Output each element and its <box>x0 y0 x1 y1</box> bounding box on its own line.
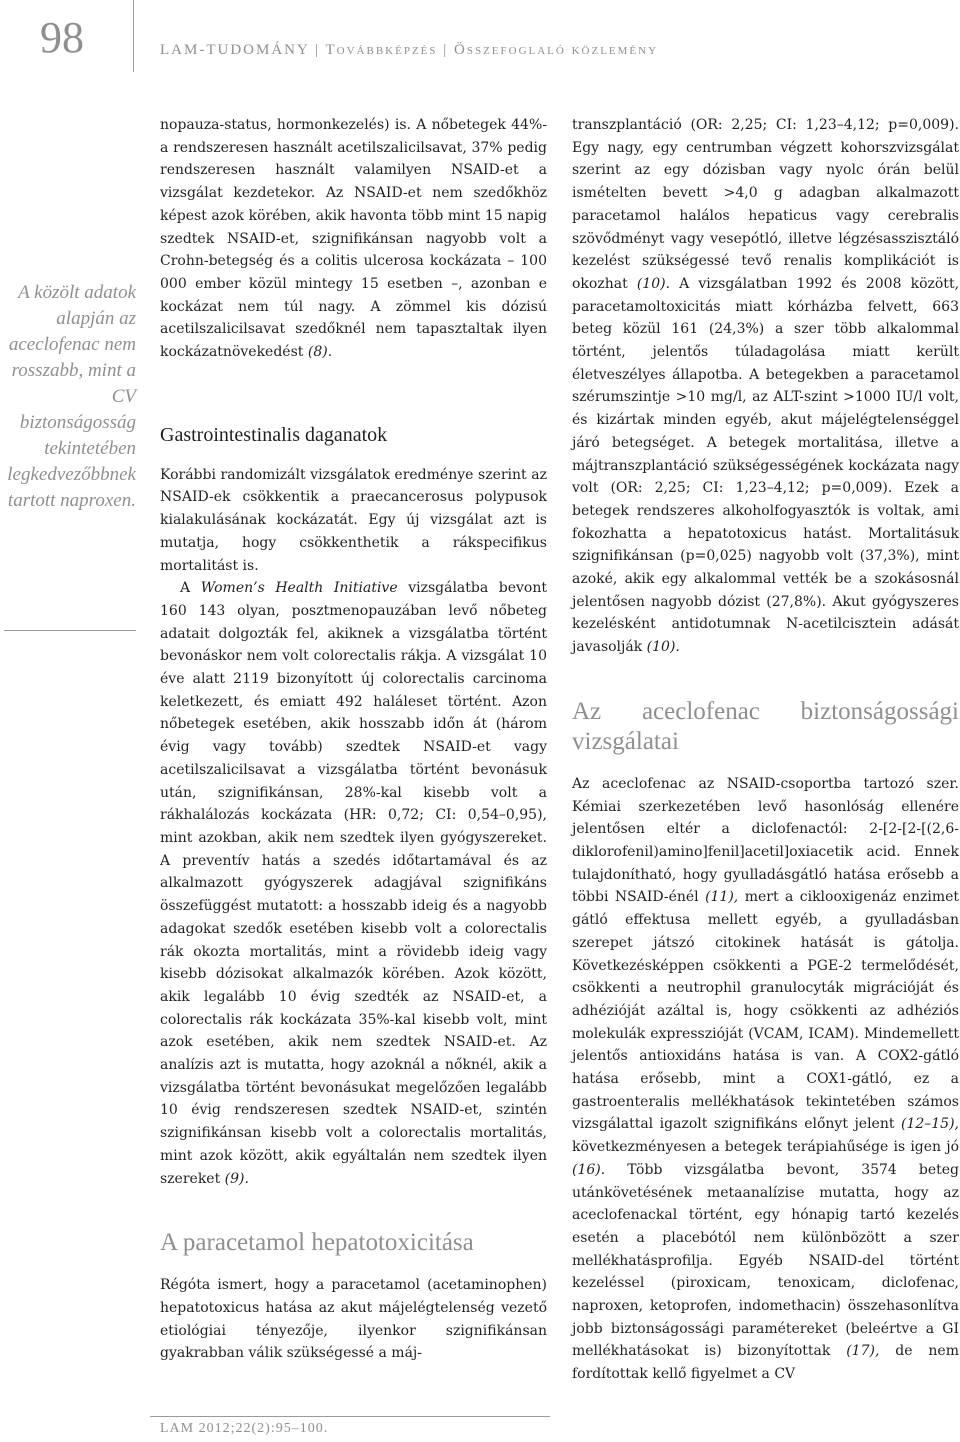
column-right <box>572 114 959 1386</box>
paragraph: A Women’s Health Initiative vizsgálatba bevont 160 143 olyan, posztmenopauzában levő nőbeteg adatait dolgozták fel, akiknek a vizsgálatba történt bevonáskor nem volt colorectalis rákja. A vizsgálat 10 éve alatt 2119 bizonyított új colorectalis carcinoma keletkezett, és emiatt 492 haláleset történt. Azon nőbetegek esetében, akik hosszabb időn át (három évig vagy tovább) szedtek NSAID-et vagy acetilszalicilsavat a vizsgálatba történt bevonásuk után, szignifikánsan, 28%-kal kisebb volt a rákhalálozás kockázata (HR: 0,72; CI: 0,54–0,95), mint azokban, akik nem szedtek ilyen gyógyszereket. A preventív hatás a szedés időtartamával és az alkalmazott gyógyszerek adagjával szignifikáns összefüggést mutatott: a hosszabb ideig és a nagyobb adagokat szedők esetében kisebb volt a colorectalis rák okozta mortalitás, mint a rövidebb ideig vagy kisebb dózisokat alkalmazók körében. Azok között, akik legalább 10 évig szedték az NSAID-et, a colorectalis rák kockázata 35%-kal kisebb volt, mint azok esetében, akik nem szedtek NSAID-et. Az analízis azt is mutatta, hogy azoknál a nőknél, akik a vizsgálatba történt bevonásukat megelőzően legalább 10 évig rendszeresen szedtek NSAID-et, szintén szignifikánsan kisebb volt a colorectalis mortalitás, mint azok között, akik egyáltalán nem szedtek ilyen szereket (9). <box>160 580 547 1187</box>
paragraph: Az aceclofenac az NSAID-csoportba tartozó szer. Kémiai szerkezetében levő hasonlóság ellenére jelentősen eltér a diclofenactól: 2-[2-[2-[(2,6-diklorofenil)amino]fenil]acetil]oxiacetik acid. Ennek tulajdonítható, hogy gyulladásgátló hatása erősebb a többi NSAID-énél (11), mert a ciklooxigenáz enzimet gátló effektusa mellett egyéb, a gyulladásban szerepet játszó citokinek hatását is gátolja. Következésképpen csökkenti a PGE-2 termelődését, csökkenti a neutrophil granulocyták migrációját és adhézióját azáltal is, hogy csökkenti az adhéziós molekulák expresszióját (VCAM, ICAM). Mindemellett jelentős antioxidáns hatása is van. A COX2-gátló hatása erősebb, mint a COX1-gátló, ez a gastroenteralis mellékhatások tekintetében számos vizsgálattal igazolt szignifikáns előnyt jelent (12–15), következményesen a betegek terápiahűsége is igen jó (16). Több vizsgálatba bevont, 3574 beteg utánkövetésének metaanalízise mutatta, hogy az aceclofenackal történt, egy hónapig tartó kezelés esetén a placebótól nem különbözött a szer mellékhatásprofilja. Egyéb NSAID-del történt kezeléssel (piroxicam, tenoxicam, diclofenac, naproxen, ketoprofen, indomethacin) összehasonlítva jobb biztonságossági paramétereket (beleértve a GI mellékhatásokat is) bizonyítottak (17), de nem fordítottak kellő figyelmet a CV <box>572 775 960 1383</box>
reference: (16). <box>572 1161 606 1178</box>
reference: (11), <box>705 889 739 906</box>
paragraph: nopauza-status, hormonkezelés) is. A nőbetegek 44%-a rendszeresen használt acetilszalicilsavat, 37% pedig rendszeresen használt valamilyen NSAID-et a vizsgálat kezdetekor. Az NSAID-et nem szedőkhöz képest azok körében, akik havonta több mint 15 napig szedtek NSAID-et, szignifikánsan nagyobb volt a Crohn-betegség és a colitis ulcerosa kockázata – 100 000 ember közül mintegy 15 esetben –, azonban e kockázat nem túl nagy. A zömmel kis dózisú acetilszalicilsavat szedőknél nem tapasztaltak ilyen kockázatnövekedést (8). <box>160 117 547 361</box>
page-number: 98 <box>40 13 84 62</box>
study-name: Women’s Health Initiative <box>200 580 398 597</box>
reference: (8). <box>307 344 333 361</box>
reference: (12–15), <box>900 1116 959 1133</box>
reference: (10). <box>646 639 680 656</box>
pull-quote-rule <box>4 630 136 631</box>
footer-rule <box>150 1416 550 1417</box>
reference: (10). <box>636 275 671 292</box>
section-heading-aceclofenac: Az aceclofenac biztonságossági vizsgálatai <box>572 697 959 755</box>
footer-citation: LAM 2012;22(2):95–100. <box>160 1421 329 1436</box>
section-heading-paracetamol: A paracetamol hepatotoxicitása <box>160 1229 474 1257</box>
section-heading-gi-tumors: Gastrointestinalis daganatok <box>160 423 388 446</box>
paragraph: transzplantáció (OR: 2,25; CI: 1,23–4,12; p=0,009). Egy nagy, egy centrumban végzett kohorszvizsgálat szerint az egy dózisban vagy nyolc órán belül ismételten bevett >4,0 g adagban alkalmazott paracetamol halálos hepaticus vagy cerebralis szövődményt vagy vesepótló, illetve légzésasszisztáló kezelést szükségessé tevő renalis komplikációt is okozhat (10). A vizsgálatban 1992 és 2008 között, paracetamoltoxicitás miatt kórházba felvett, 663 beteg közül 161 (24,3%) a szer több alkalommal történt, jelentős túladagolása miatt került életveszélyes állapotba. A betegekben a paracetamol szérumszintje >10 mg/l, az ALT-szint >1000 IU/l volt, és kizártak minden egyéb, akut májelégtelenséggel járó betegséget. A betegek mortalitása, illetve a májtranszplantáció szükségességének kockázata nagy volt (OR: 2,25; CI: 1,23–4,12; p=0,009). Ezek a betegek rendszeres alkoholfogyasztók is voltak, ami fokozhatta a hepatotoxicus hatást. Mortalitásuk szignifikánsan (p=0,025) nagyobb volt (37,3%), mint azoké, akik egy alkalommal vették be a szokásosnál jelentősen nagyobb dózist (27,8%). Akut gyógyszeres kezelésként antidotumnak N-acetilcisztein adását javasolják (10). <box>572 117 960 656</box>
reference: (9). <box>224 1170 249 1187</box>
running-head: LAM-TUDOMÁNY | Továbbképzés | Összefoglaló közlemény <box>160 42 659 58</box>
paragraph: Régóta ismert, hogy a paracetamol (acetaminophen) hepatotoxicus hatása az akut májelégtelenség vezető etiológiai tényezője, ilyenkor szignifikánsan gyakrabban válik szükségessé a máj- <box>160 1277 547 1362</box>
reference: (17), <box>846 1343 880 1360</box>
header-divider <box>133 0 134 72</box>
pull-quote: A közölt adatok alapján az aceclofenac nem rosszabb, mint a CV biztonságosság tekintetében legkedvezőbbnek tartott naproxen. <box>7 282 136 511</box>
column-left <box>160 114 547 1365</box>
paragraph: Korábbi randomizált vizsgálatok eredménye szerint az NSAID-ek csökkentik a praecancerosus polypusok kialakulásának kockázatát. Egy új vizsgálat azt is mutatja, hogy csökkenthetik a rákspecifikus mortalitást is. <box>160 466 547 574</box>
